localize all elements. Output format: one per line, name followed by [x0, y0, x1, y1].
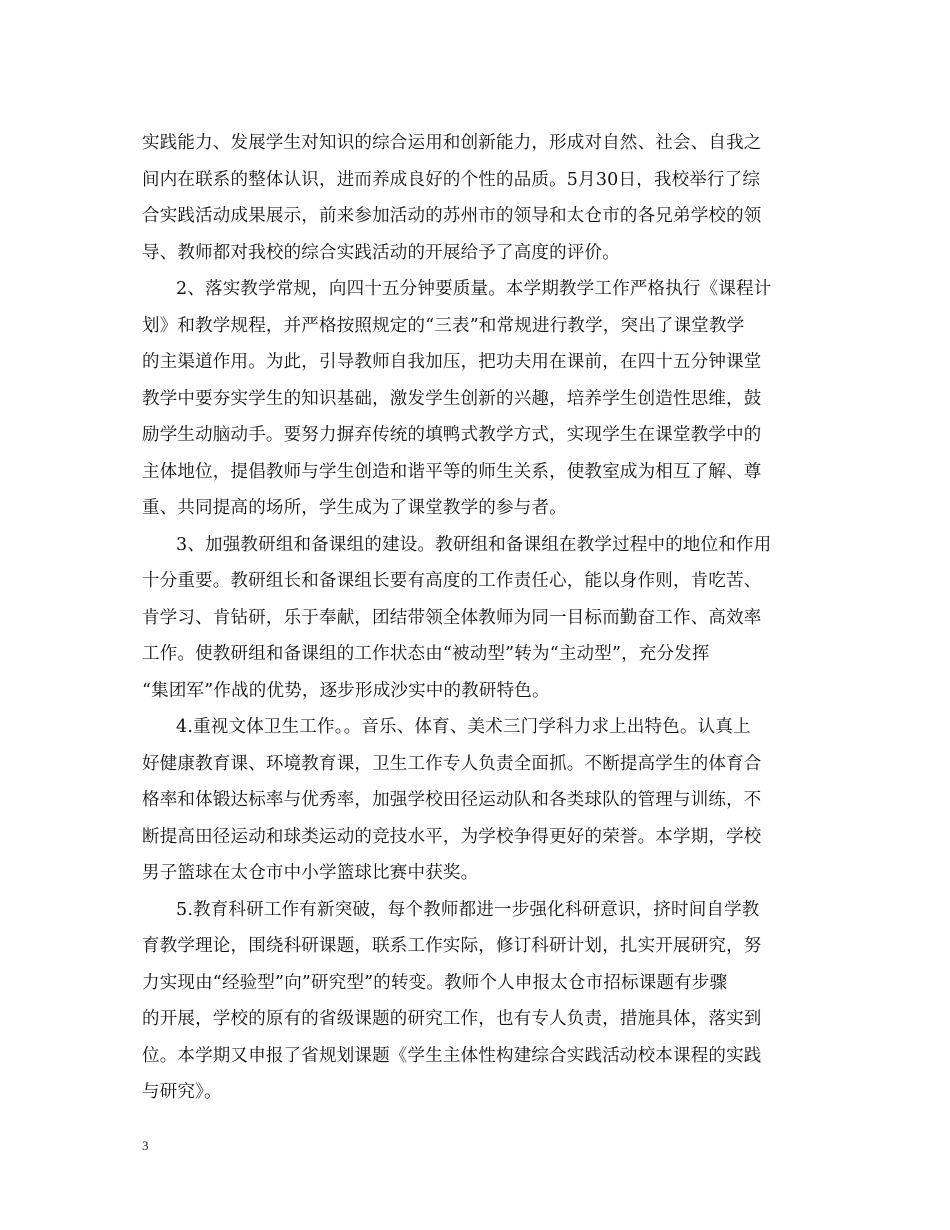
paragraph-education-research	[142, 892, 812, 1111]
text-line: 5.教育科研工作有新突破，每个教师都进一步强化科研意识，挤时间自学教	[176, 899, 760, 920]
text-line: 合实践活动成果展示，前来参加活动的苏州市的领导和太仓市的各兄弟学校的领	[142, 206, 762, 226]
text-line: 工作。使教研组和备课组的工作状态由“被动型”转为“主动型”，充分发挥	[142, 644, 710, 664]
page-number: 3	[142, 1138, 149, 1153]
paragraph-continuation	[142, 125, 812, 271]
text-line: 励学生动脑动手。要努力摒弃传统的填鸭式教学方式，实现学生在课堂教学中的	[142, 425, 762, 445]
text-line: 格率和体锻达标率与优秀率，加强学校田径运动队和各类球队的管理与训练，不	[142, 790, 762, 810]
paragraph-research-groups	[142, 527, 812, 710]
text-line: 2、落实教学常规，向四十五分钟要质量。本学期教学工作严格执行《课程计	[176, 279, 772, 299]
text-line: 位。本学期又申报了省规划课题《学生主体性构建综合实践活动校本课程的实践	[142, 1045, 762, 1066]
text-line: 断提高田径运动和球类运动的竞技水平，为学校争得更好的荣誉。本学期，学校	[142, 826, 762, 847]
text-line: 好健康教育课、环境教育课，卫生工作专人负责全面抓。不断提高学生的体育合	[142, 753, 762, 774]
text-line: 肯学习、肯钻研，乐于奉献，团结带领全体教师为同一目标而勤奋工作、高效率	[142, 607, 762, 628]
text-line: 重、共同提高的场所，学生成为了课堂教学的参与者。	[142, 498, 567, 518]
text-line: 划》和教学规程，并严格按照规定的“三表”和常规进行教学，突出了课堂教学	[142, 315, 745, 336]
text-line: 导、教师都对我校的综合实践活动的开展给予了高度的评价。	[142, 242, 620, 263]
text-line: 育教学理论，围绕科研课题，联系工作实际，修订科研计划，扎实开展研究，努	[142, 936, 762, 956]
paragraph-sports-health	[142, 709, 812, 892]
text-line: 的开展，学校的原有的省级课题的研究工作，也有专人负责，措施具体，落实到	[142, 1009, 762, 1029]
text-line: 实践能力、发展学生对知识的综合运用和创新能力，形成对自然、社会、自我之	[142, 133, 762, 153]
text-line: “集团军”作战的优势，逐步形成沙实中的教研特色。	[142, 680, 550, 701]
text-line: 的主渠道作用。为此，引导教师自我加压，把功夫用在课前，在四十五分钟课堂	[142, 352, 762, 372]
text-line: 主体地位，提倡教师与学生创造和谐平等的师生关系，使教室成为相互了解、尊	[142, 461, 762, 482]
text-line: 4.重视文体卫生工作。。音乐、体育、美术三门学科力求上出特色。认真上	[176, 717, 751, 737]
text-line: 与研究》。	[142, 1082, 222, 1102]
body-text	[142, 125, 812, 1111]
text-line: 力实现由“经验型”向”研究型”的转变。教师个人申报太仓市招标课题有步骤	[142, 972, 728, 993]
text-line: 3、加强教研组和备课组的建设。教研组和备课组在教学过程中的地位和作用	[176, 534, 772, 555]
paragraph-teaching-routine	[142, 271, 812, 527]
text-line: 十分重要。教研组长和备课组长要有高度的工作责任心，能以身作则，肯吃苦、	[142, 571, 762, 591]
text-line: 男子篮球在太仓市中小学篮球比赛中获奖。	[142, 863, 479, 883]
text-line: 间内在联系的整体认识，进而养成良好的个性的品质。5月30日，我校举行了综	[142, 169, 761, 190]
text-line: 教学中要夯实学生的知识基础，激发学生创新的兴趣，培养学生创造性思维，鼓	[142, 388, 762, 409]
